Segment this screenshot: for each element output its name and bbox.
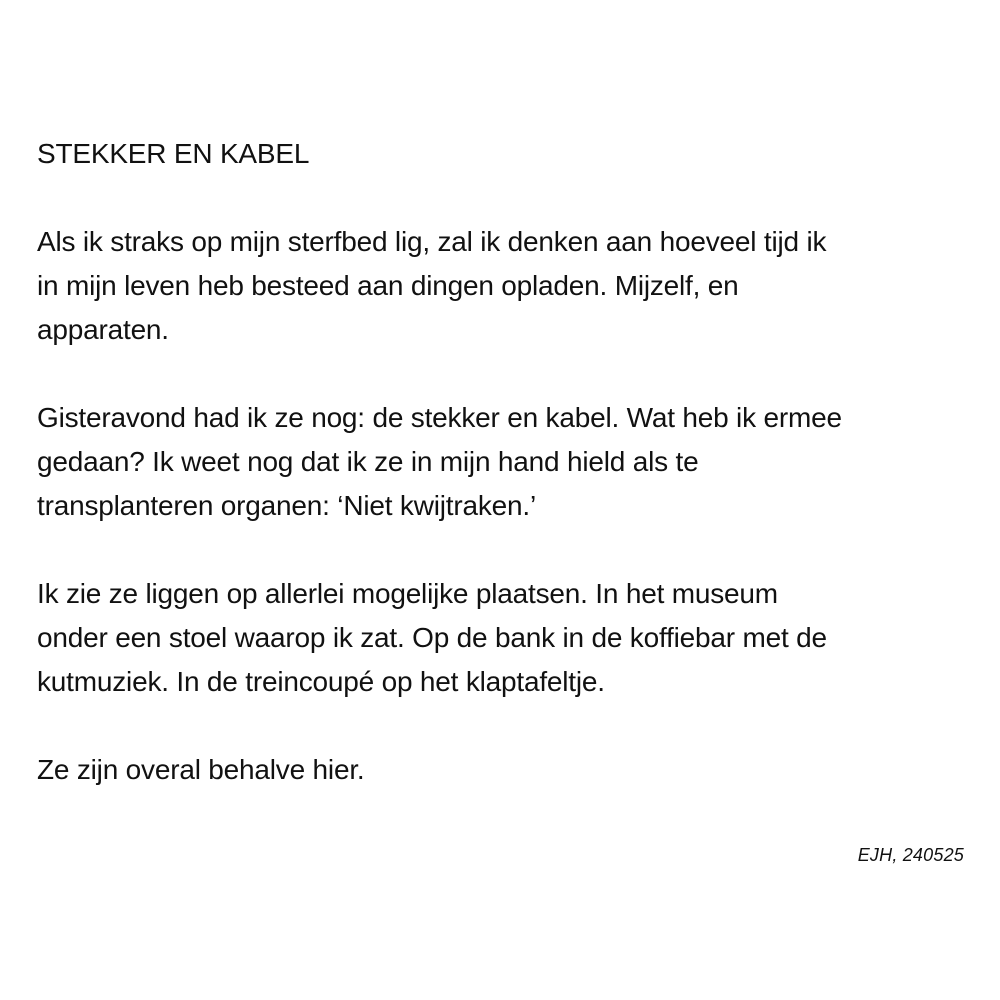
- paragraph-4: Ze zijn overal behalve hier.: [37, 754, 365, 785]
- paragraph-3: Ik zie ze liggen op allerlei mogelijke plaatsen. In het museum onder een stoel waarop ik zat. Op de bank in de koffiebar met de kutmuziek. In de treincoupé op het klaptafeltje.: [37, 578, 827, 697]
- paragraph-2: Gisteravond had ik ze nog: de stekker en kabel. Wat heb ik ermee gedaan? Ik weet nog dat ik ze in mijn hand hield als te transplanteren organen: ‘Niet kwijtraken.’: [37, 402, 842, 521]
- author-signature: EJH, 240525: [857, 845, 964, 865]
- paragraph-1: Als ik straks op mijn sterfbed lig, zal ik denken aan hoeveel tijd ik in mijn leven heb besteed aan dingen opladen. Mijzelf, en apparaten.: [37, 226, 827, 345]
- document-title: STEKKER EN KABEL: [37, 138, 310, 169]
- document-body: [37, 132, 972, 792]
